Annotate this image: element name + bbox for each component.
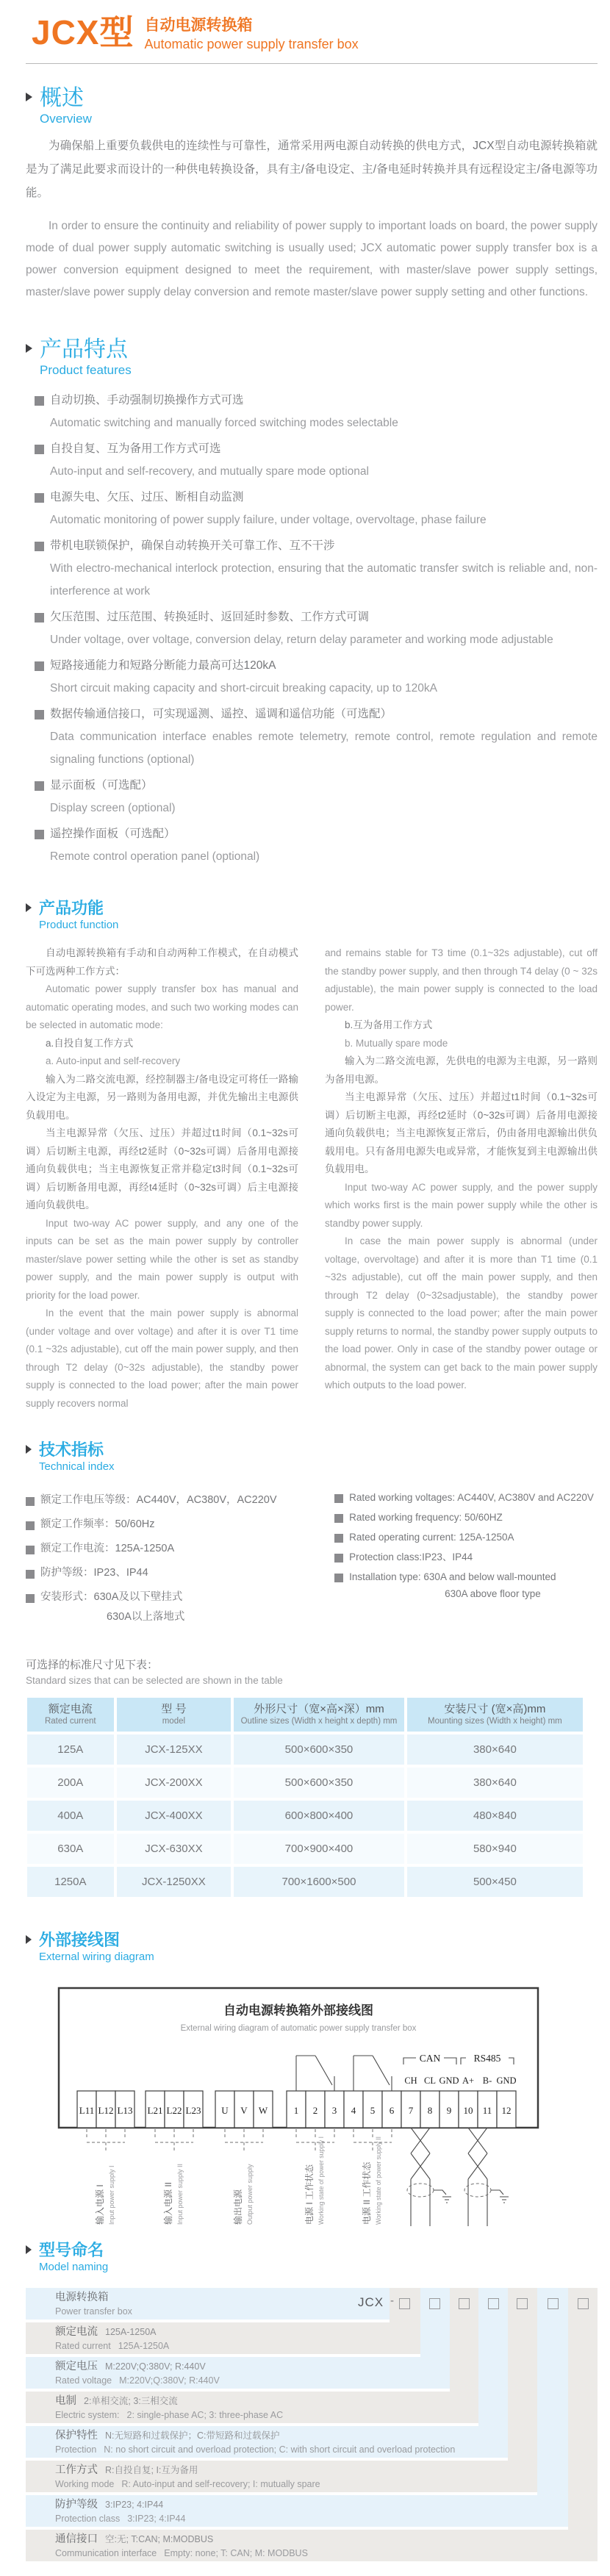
product-title-cn: 自动电源转换箱	[144, 17, 253, 34]
function-paragraph: Input two-way AC power supply, and the power supply which works first is the main power supply while the other is standby power supply.	[325, 1181, 598, 1229]
model-code-box	[459, 2298, 470, 2309]
terminal: 11	[482, 2105, 492, 2116]
right-triangle-icon	[26, 93, 32, 101]
sizes-note-en: Standard sizes that can be selected are shown in the table	[26, 1675, 283, 1686]
square-bullet-icon	[35, 781, 44, 791]
tech-item: 防护等级：IP23、IP44	[40, 1567, 148, 1579]
function-paragraph: a.自投自复工作方式	[46, 1037, 134, 1049]
feature-item	[35, 437, 598, 483]
group-label-cn: 输出电源	[233, 2189, 243, 2225]
function-paragraph: b.互为备用工作方式	[345, 1019, 433, 1030]
terminal: 7	[408, 2105, 414, 2116]
function-paragraph: 输入为二路交流电源，经控制器主/备电设定可将任一路输入设定为主电源，另一路则为备用电源，并优先输出主电源供负载用电。	[26, 1073, 298, 1121]
cell-model: JCX-630XX	[115, 1832, 233, 1865]
right-triangle-icon	[26, 2245, 32, 2254]
feature-item	[35, 534, 598, 603]
col-header-mounting-sizes: 安装尺寸 (宽×高)mm Mounting sizes (Width x height) mm	[406, 1696, 584, 1733]
cell-outline-size: 500×600×350	[232, 1766, 406, 1799]
naming-heading-cn: 型号命名	[39, 2241, 104, 2259]
function-heading	[26, 899, 598, 933]
model-code-box	[548, 2298, 559, 2309]
terminal: U	[221, 2105, 229, 2116]
terminal: 1	[293, 2105, 299, 2116]
product-title-stack	[144, 13, 358, 53]
square-bullet-icon	[334, 1574, 343, 1582]
feature-cn: 带机电联锁保护，确保自动转换开关可靠工作、互不干涉	[50, 539, 335, 552]
naming-row: 电源转换箱 Power transfer box	[26, 2288, 390, 2320]
feature-en: Remote control operation panel (optional)	[50, 850, 260, 863]
feature-en: Automatic monitoring of power supply failure, under voltage, overvoltage, phase failure	[50, 514, 487, 526]
group-labels	[94, 2131, 382, 2225]
cell-outline-size: 700×1600×500	[232, 1865, 406, 1898]
wiring-title-en: External wiring diagram of automatic power supply transfer box	[180, 2024, 417, 2033]
naming-row: 通信接口 空:无; T:CAN; M:MODBUS Communication interface Empty: none; T: CAN; M: MODBUS	[26, 2530, 598, 2561]
terminal: 2	[312, 2105, 318, 2116]
function-columns	[26, 944, 598, 1413]
cell-mounting-size: 580×940	[406, 1832, 584, 1865]
feature-en: Auto-input and self-recovery, and mutually spare mode optional	[50, 465, 369, 478]
standard-sizes-table	[26, 1696, 584, 1898]
terminal: 8	[427, 2105, 433, 2116]
feature-item	[35, 774, 598, 819]
overview-heading-cn: 概述	[40, 86, 84, 110]
group-label-en: Input power supply II	[176, 2163, 184, 2225]
terminal: 3	[331, 2105, 337, 2116]
terminal: 6	[389, 2105, 395, 2116]
right-triangle-icon	[26, 903, 32, 912]
cell-outline-size: 700×900×400	[232, 1832, 406, 1865]
terminal: 5	[370, 2105, 376, 2116]
tech-item: Rated working frequency: 50/60HZ	[349, 1512, 503, 1523]
section-wiring	[26, 1931, 598, 2231]
feature-item	[35, 606, 598, 651]
terminal: L23	[185, 2105, 201, 2116]
naming-column-stripe	[508, 2288, 537, 2461]
right-triangle-icon	[26, 1445, 32, 1454]
cell-mounting-size: 480×840	[406, 1799, 584, 1832]
function-left-column	[26, 944, 298, 1413]
table-row	[26, 1799, 584, 1832]
page-header	[32, 13, 598, 53]
svg-text:GND: GND	[439, 2075, 459, 2086]
feature-en: With electro-mechanical interlock protection, ensuring that the automatic transfer switch is reliable and, non-interference at work	[50, 562, 598, 598]
wiring-heading-cn: 外部接线图	[39, 1931, 121, 1949]
square-bullet-icon	[334, 1554, 343, 1563]
model-code-box	[399, 2298, 410, 2309]
svg-text:RS485: RS485	[473, 2053, 501, 2064]
product-title-en: Automatic power supply transfer box	[144, 37, 359, 51]
function-paragraph: 当主电源异常（欠压、过压）并超过t1时间（0.1~32s可调）后切断主电源，再经t2延时（0~32s可调）后备用电源接通向负载供电；当主电源恢复正常后，仍由备用电源输出供负载用电。只有备用电源失电或异常，才能恢复到主电源输出供负载用电。	[325, 1091, 598, 1174]
cell-rated-current: 125A	[26, 1733, 115, 1766]
section-model-naming	[26, 2241, 598, 2561]
feature-item	[35, 703, 598, 771]
cell-outline-size: 600×800×400	[232, 1799, 406, 1832]
naming-row: 防护等级 3:IP23; 4:IP44 Protection class 3:IP23; 4:IP44	[26, 2495, 568, 2527]
cell-model: JCX-125XX	[115, 1733, 233, 1766]
feature-item	[35, 486, 598, 531]
square-bullet-icon	[35, 661, 44, 671]
wiring-heading	[26, 1931, 598, 1965]
right-triangle-icon	[26, 1935, 32, 1944]
col-header-rated-current: 额定电流 Rated current	[26, 1696, 115, 1733]
svg-text:CH: CH	[404, 2075, 417, 2086]
cell-model: JCX-400XX	[115, 1799, 233, 1832]
terminal: L21	[147, 2105, 163, 2116]
square-bullet-icon	[35, 493, 44, 503]
terminal: L12	[98, 2105, 114, 2116]
function-paragraph: a. Auto-input and self-recovery	[46, 1055, 181, 1066]
feature-item	[35, 654, 598, 700]
terminal: 9	[446, 2105, 452, 2116]
overview-heading-en: Overview	[40, 112, 92, 126]
section-features	[26, 337, 598, 868]
feature-cn: 欠压范围、过压范围、转换延时、返回延时参数、工作方式可调	[50, 611, 370, 623]
group-label-cn: 电源 I 工作状态	[304, 2164, 315, 2225]
square-bullet-icon	[26, 1594, 35, 1603]
feature-en: Data communication interface enables remote telemetry, remote control, remote regulation and remote signaling functions (optional)	[50, 731, 598, 766]
group-label-en: Working state of power supply II	[375, 2131, 382, 2225]
tech-item: Installation type: 630A and below wall-mounted	[349, 1571, 556, 1582]
function-paragraph: 自动电源转换箱有手动和自动两种工作模式，在自动模式下可选两种工作方式：	[26, 947, 298, 977]
square-bullet-icon	[26, 1570, 35, 1579]
product-model: JCX型	[32, 13, 134, 51]
naming-row: 电制 2:单相交流; 3:三相交流 Electric system: 2: single-phase AC; 3: three-phase AC	[26, 2392, 478, 2423]
square-bullet-icon	[334, 1514, 343, 1523]
naming-row: 额定电压 M:220V;Q:380V; R:440V Rated voltage M:220V;Q:380V; R:440V	[26, 2357, 450, 2389]
terminal: V	[240, 2105, 248, 2116]
naming-column-stripe	[537, 2288, 568, 2495]
tech-right-column	[334, 1486, 598, 1627]
twisted-pair-icon	[464, 2128, 509, 2226]
group-label-cn: 输入电源 II	[163, 2181, 173, 2225]
feature-cn: 电源失电、欠压、过压、断相自动监测	[50, 491, 244, 503]
svg-text:GND: GND	[496, 2075, 517, 2086]
feature-item	[35, 822, 598, 868]
terminal: L11	[79, 2105, 95, 2116]
feature-item	[35, 389, 598, 434]
cell-rated-current: 200A	[26, 1766, 115, 1799]
naming-heading-en: Model naming	[39, 2261, 109, 2273]
tech-columns	[26, 1486, 598, 1627]
function-paragraph: b. Mutually spare mode	[345, 1037, 448, 1049]
cell-model: JCX-1250XX	[115, 1865, 233, 1898]
square-bullet-icon	[26, 1497, 35, 1506]
group-label-en: Working state of power supply I	[317, 2132, 325, 2225]
square-bullet-icon	[35, 396, 44, 406]
tech-item-continuation: 630A above floor type	[445, 1588, 541, 1599]
function-paragraph: In case the main power supply is abnormal (under voltage, overvoltage) and after it is more than T1 time (0.1 ~32s adjustable), cut off the main power supply, and then through T2 delay (0~32sadjustable), the standby power supply is connected to the load power; after the main power supply returns to normal, the standby power supply outputs to the load power. Only in case of the standby power outage or abnormal, the system can get back to the main power supply which outputs to the load power.	[325, 1235, 598, 1391]
tech-item: 安装形式：630A及以下壁挂式	[40, 1591, 183, 1603]
feature-en: Short circuit making capacity and short-circuit breaking capacity, up to 120kA	[50, 682, 437, 695]
features-heading-en: Product features	[40, 363, 132, 377]
group-label-en: Output power supply	[246, 2164, 254, 2225]
function-paragraph: In the event that the main power supply is abnormal (under voltage and over voltage) and after it is over T1 time (0.1 ~32s adjustable), cut off the main power supply, and then through T2 delay (0~32s adjustable), the standby power supply is connected to the load power; after the main power supply recovers normal	[26, 1307, 298, 1409]
col-header-model: 型 号 model	[115, 1696, 233, 1733]
model-code-box	[517, 2298, 528, 2309]
model-naming-diagram	[26, 2288, 598, 2561]
tech-item: 额定工作频率：50/60Hz	[40, 1518, 155, 1530]
twisted-pair-icon	[407, 2128, 451, 2226]
feature-cn: 短路接通能力和短路分断能力最高可达120kA	[50, 659, 276, 672]
cell-mounting-size: 380×640	[406, 1733, 584, 1766]
features-heading-cn: 产品特点	[40, 337, 128, 362]
cell-mounting-size: 380×640	[406, 1766, 584, 1799]
feature-cn: 自动切换、手动强制切换操作方式可选	[50, 394, 244, 406]
function-paragraph: Automatic power supply transfer box has manual and automatic operating modes, and such two working modes can be selected in automatic mode:	[26, 983, 298, 1030]
function-heading-en: Product function	[39, 919, 119, 931]
svg-text:B-: B-	[482, 2075, 492, 2086]
table-row	[26, 1865, 584, 1898]
group-label-cn: 电源 II 工作状态	[362, 2161, 372, 2225]
tech-item: Protection class:IP23、IP44	[349, 1551, 473, 1563]
naming-row: 工作方式 R:自投自复; I:互为备用 Working mode R: Auto-input and self-recovery; I: mutually spare	[26, 2461, 537, 2492]
terminal: 12	[501, 2105, 512, 2116]
cell-model: JCX-200XX	[115, 1766, 233, 1799]
terminal: W	[258, 2105, 268, 2116]
tech-heading-en: Technical index	[39, 1460, 115, 1473]
group-label-cn: 输入电源 I	[95, 2184, 105, 2225]
function-paragraph: 输入为二路交流电源，先供电的电源为主电源，另一路则为备用电源。	[325, 1055, 598, 1085]
ground-icon	[442, 2197, 451, 2203]
wiring-heading-en: External wiring diagram	[39, 1951, 154, 1963]
section-function	[26, 899, 598, 1413]
model-code-box	[429, 2298, 440, 2309]
group-braces	[87, 2129, 392, 2151]
table-row	[26, 1733, 584, 1766]
function-heading-cn: 产品功能	[39, 899, 104, 917]
square-bullet-icon	[334, 1534, 343, 1543]
terminal: 10	[463, 2105, 473, 2116]
header-divider	[26, 63, 598, 64]
function-right-column	[325, 944, 598, 1413]
table-row	[26, 1766, 584, 1799]
overview-paragraph-cn: 为确保船上重要负载供电的连续性与可靠性，通常采用两电源自动转换的供电方式，JCX型自动电源转换箱就是为了满足此要求而设计的一种供电转换设备，具有主/备电设定、主/备电延时转换并具有远程设定主/备电源等功能。	[26, 140, 598, 199]
standard-sizes-block	[26, 1657, 598, 1898]
tech-item: 额定工作电流：125A-1250A	[40, 1543, 175, 1554]
cell-rated-current: 1250A	[26, 1865, 115, 1898]
feature-cn: 显示面板（可选配）	[50, 779, 153, 792]
ground-icon	[500, 2197, 509, 2203]
right-triangle-icon	[26, 344, 32, 353]
cell-rated-current: 630A	[26, 1832, 115, 1865]
terminal: L22	[166, 2105, 182, 2116]
square-bullet-icon	[334, 1494, 343, 1503]
cell-outline-size: 500×600×350	[232, 1733, 406, 1766]
naming-heading	[26, 2241, 598, 2275]
terminal: L13	[117, 2105, 133, 2116]
terminal: 4	[351, 2105, 356, 2116]
function-paragraph: Input two-way AC power supply, and any one of the inputs can be set as the main power supply by controller master/slave power setting while the other is set as standby power supply, and the main power supply is output with priority for the load power.	[26, 1217, 298, 1301]
wiring-diagram	[37, 1982, 551, 2231]
feature-en: Display screen (optional)	[50, 802, 176, 814]
model-code-prefix: JCX	[358, 2295, 384, 2309]
square-bullet-icon	[26, 1546, 35, 1554]
function-paragraph: 当主电源异常（欠压、过压）并超过t1时间（0.1~32s可调）后切断主电源，再经t2延时（0~32s可调）后备用电源接通向负载供电；当主电源恢复正常并稳定t3时间（0.1~32s可调）后切断备用电源，再经t4延时（0~32s可调）后主电源接通向负载供电。	[26, 1127, 298, 1210]
overview-heading	[26, 86, 598, 127]
group-label-en: Input power supply I	[108, 2165, 115, 2225]
function-paragraph: and remains stable for T3 time (0.1~32s adjustable), cut off the standby power supply, and then through T4 delay (0 ~ 32s adjustable), the main power supply is connected to the load power.	[325, 947, 598, 1013]
feature-cn: 遥控操作面板（可选配）	[50, 828, 176, 840]
naming-column-stripe	[568, 2288, 598, 2530]
tech-item-continuation: 630A以上落地式	[107, 1611, 185, 1623]
section-technical-index	[26, 1441, 598, 1627]
tech-heading-cn: 技术指标	[39, 1441, 104, 1459]
overview-paragraph-en: In order to ensure the continuity and reliability of power supply to important loads on board, the power supply mode of dual power supply automatic switching is usually used; JCX automatic power supply transfer box is a power conversion equipment designed to meet the requirement, with master/slave power supply settings, master/slave power supply delay conversion and remote master/slave power supply setting and other functions.	[26, 220, 598, 298]
tech-heading	[26, 1441, 598, 1474]
tech-item: Rated working voltages: AC440V, AC380V and AC220V	[349, 1492, 594, 1503]
model-code-box	[488, 2298, 499, 2309]
sizes-note-cn: 可选择的标准尺寸见下表：	[26, 1659, 159, 1671]
table-row	[26, 1832, 584, 1865]
svg-text:CAN: CAN	[419, 2053, 441, 2064]
square-bullet-icon	[35, 613, 44, 623]
feature-cn: 自投自复、互为备用工作方式可选	[50, 442, 221, 455]
feature-en: Under voltage, over voltage, conversion delay, return delay parameter and working mode adjustable	[50, 634, 553, 646]
cell-mounting-size: 500×450	[406, 1865, 584, 1898]
square-bullet-icon	[35, 710, 44, 720]
cell-rated-current: 400A	[26, 1799, 115, 1832]
wiring-title-cn: 自动电源转换箱外部接线图	[223, 2003, 373, 2017]
tech-item: 额定工作电压等级：AC440V，AC380V，AC220V	[40, 1494, 277, 1506]
square-bullet-icon	[35, 542, 44, 551]
table-header-row	[26, 1696, 584, 1733]
tech-item: Rated operating current: 125A-1250A	[349, 1532, 514, 1543]
tech-left-column	[26, 1486, 334, 1627]
feature-cn: 数据传输通信接口，可实现遥测、遥控、遥调和遥信功能（可选配）	[50, 708, 392, 720]
features-heading	[26, 337, 598, 378]
model-code-dash: -	[390, 2295, 394, 2307]
square-bullet-icon	[35, 445, 44, 454]
naming-row: 额定电流 125A-1250A Rated current 125A-1250A	[26, 2322, 420, 2354]
feature-en: Automatic switching and manually forced switching modes selectable	[50, 417, 398, 429]
square-bullet-icon	[35, 830, 44, 839]
col-header-outline-sizes: 外形尺寸（宽×高×深）mm Outline sizes (Width x height x depth) mm	[232, 1696, 406, 1733]
section-overview	[26, 86, 598, 304]
svg-text:CL: CL	[424, 2075, 436, 2086]
naming-row: 保护特性 N:无短路和过载保护；C:带短路和过载保护 Protection N: no short circuit and overload protection; C: with short circuit and overload protection	[26, 2426, 508, 2458]
square-bullet-icon	[26, 1521, 35, 1530]
svg-text:A+: A+	[462, 2075, 475, 2086]
features-list	[26, 389, 598, 868]
model-code-box	[578, 2298, 589, 2309]
